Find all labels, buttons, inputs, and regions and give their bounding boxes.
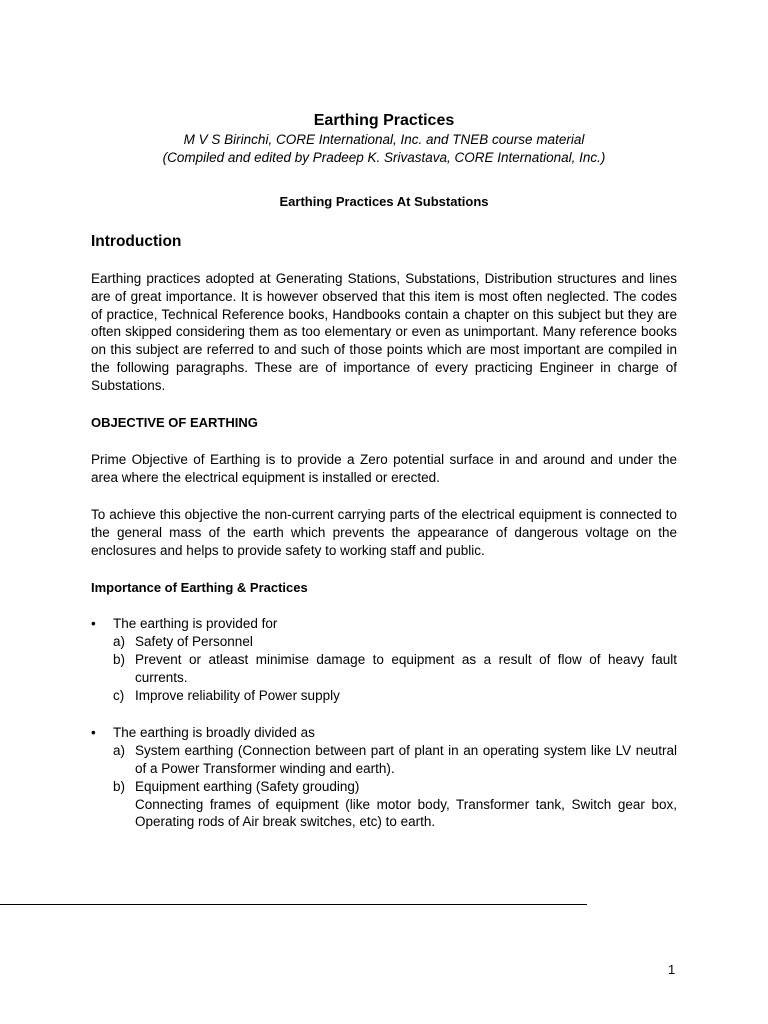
list-item [91, 651, 677, 687]
bullet-text: The earthing is provided for [113, 616, 278, 632]
list-item-text: Improve reliability of Power supply [135, 688, 340, 704]
list-item [91, 633, 677, 651]
list-marker: a) [113, 634, 126, 650]
list-item [91, 687, 677, 705]
list-marker: b) [113, 652, 126, 668]
bullet-item [91, 724, 677, 742]
introduction-paragraph: Earthing practices adopted at Generating Stations, Substations, Distribution structures and lines are of great importance. It is however observed that this item is most often neglected. The codes of practice, Technical Reference books, Handbooks contain a chapter on this subject but they are often skipped considering them as too elementary or even as unimportant. Many reference books on this subject are referred to and such of those points which are most important are compiled in the following paragraphs. These are of importance of every practicing Engineer in charge of Substations. [91, 270, 677, 394]
bullet-icon: • [91, 724, 96, 740]
document-title: Earthing Practices [313, 112, 455, 129]
list-item [91, 778, 677, 832]
introduction-heading: Introduction [91, 232, 182, 250]
list-item [91, 742, 677, 778]
objective-paragraph-1: Prime Objective of Earthing is to provide a Zero potential surface in and around and under the area where the electrical equipment is installed or erected. [91, 451, 677, 485]
list-marker: b) [113, 778, 126, 794]
list-item-text: Safety of Personnel [135, 634, 253, 650]
bullet-text: The earthing is broadly divided as [113, 724, 315, 740]
list-item-text: Prevent or atleast minimise damage to equipment as a result of flow of heavy fault currents. [135, 652, 677, 686]
list-marker: c) [113, 688, 125, 704]
objective-heading: OBJECTIVE OF EARTHING [91, 415, 258, 431]
page-content [91, 111, 677, 831]
objective-paragraph-2: To achieve this objective the non-current carrying parts of the electrical equipment is connected to the general mass of the earth which prevents the appearance of dangerous voltage on the enclosures and helps to provide safety to working staff and public. [91, 506, 677, 558]
list-item-detail: Connecting frames of equipment (like motor body, Transformer tank, Switch gear box, Operating rods of Air break switches, etc) to earth. [135, 796, 677, 830]
author-line: M V S Birinchi, CORE International, Inc. and TNEB course material [183, 132, 585, 147]
compiled-line: (Compiled and edited by Pradeep K. Srivastava, CORE International, Inc.) [162, 149, 606, 165]
footer-divider [0, 904, 587, 905]
bullet-item [91, 615, 677, 633]
page-number: 1 [668, 962, 676, 977]
list-item-text: Equipment earthing (Safety grouding) [135, 778, 360, 794]
importance-heading: Importance of Earthing & Practices [91, 579, 308, 595]
list-marker: a) [113, 742, 126, 758]
list-item-text: System earthing (Connection between part of plant in an operating system like LV neutral of a Power Transformer winding and earth). [135, 742, 677, 776]
bullet-icon: • [91, 616, 96, 632]
section-heading: Earthing Practices At Substations [279, 193, 489, 209]
